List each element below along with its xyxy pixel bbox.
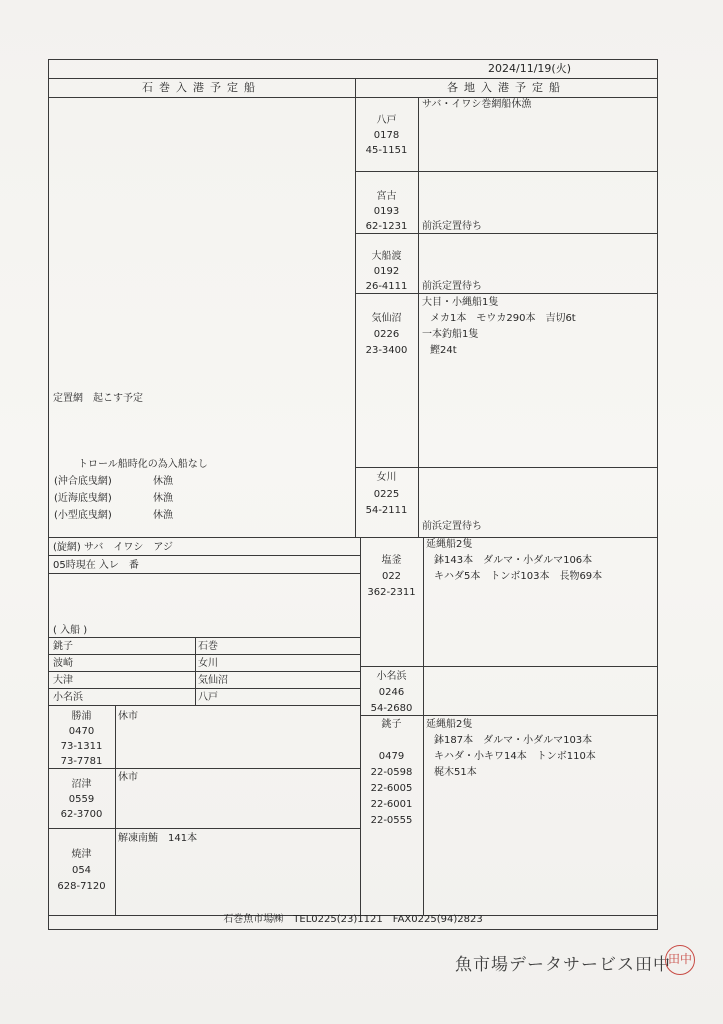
sokobiki-status: 休漁 <box>153 493 173 504</box>
port-info: 前浜定置待ち <box>422 221 482 232</box>
market-tel: 0559 <box>68 794 95 805</box>
time-status-row: 05時現在 入レ 番 <box>53 560 139 571</box>
port-tel: 22-0598 <box>370 767 413 778</box>
sokobiki-label: (沖合底曳網) <box>54 476 112 487</box>
footer-contact: 石巻魚市場㈱ TEL0225(23)1121 FAX0225(94)2823 <box>223 914 483 925</box>
market-tel: 054 <box>71 865 92 876</box>
left-divider-nyusen-4 <box>48 705 360 706</box>
nyusen-port: 波崎 <box>53 658 73 669</box>
market-tel: 73-1311 <box>60 741 103 752</box>
market-info: 解凍南鮪 141本 <box>118 833 198 844</box>
port-tel: 0479 <box>378 751 405 762</box>
header-other-ports: 各地入港予定船 <box>447 81 566 94</box>
nyusen-port: 小名浜 <box>53 692 83 703</box>
left-divider-blank <box>48 573 360 574</box>
port-tel: 22-0555 <box>370 815 413 826</box>
port-divider-1 <box>355 171 658 172</box>
sokobiki-status: 休漁 <box>153 510 173 521</box>
port-tel: 23-3400 <box>365 345 408 356</box>
report-date: 2024/11/19(火) <box>488 62 571 75</box>
port-info: 前浜定置待ち <box>422 521 482 532</box>
others-col-divider <box>115 705 116 915</box>
port-info: 延縄船2隻 <box>426 719 473 730</box>
port-name: 銚子 <box>381 719 402 730</box>
port-tel: 54-2111 <box>365 505 408 516</box>
teichi-note: 定置網 起こす予定 <box>53 393 143 404</box>
header-row-divider <box>48 97 658 98</box>
market-name: 焼津 <box>71 849 92 860</box>
port-tel: 22-6005 <box>370 783 413 794</box>
handwritten-signature: 魚市場データサービス田中 <box>455 955 671 975</box>
nyusen-dest: 石巻 <box>198 641 218 652</box>
port-tel: 0178 <box>373 130 400 141</box>
market-info: 休市 <box>118 711 138 722</box>
table-border-top <box>48 59 658 60</box>
market-name: 沼津 <box>71 779 92 790</box>
port-info: キハダ5本 トンボ103本 長物69本 <box>434 571 603 582</box>
market-info: 休市 <box>118 772 138 783</box>
nyusen-dest: 女川 <box>198 658 218 669</box>
market-tel: 628-7120 <box>57 881 106 892</box>
port-tel: 26-4111 <box>365 281 408 292</box>
port-info: 鰹24t <box>430 345 457 356</box>
market-tel: 62-3700 <box>60 809 103 820</box>
table-border-right <box>657 59 658 929</box>
port-info: 大目・小縄船1隻 <box>422 297 499 308</box>
nyusen-port: 銚子 <box>53 641 73 652</box>
nyusen-col-divider <box>195 637 196 705</box>
market-tel: 0470 <box>68 726 95 737</box>
port-info: 梶木51本 <box>434 767 477 778</box>
port-name: 塩釜 <box>381 555 402 566</box>
nyusen-port: 大津 <box>53 675 73 686</box>
port-tel: 022 <box>381 571 402 582</box>
port-tel: 0225 <box>373 489 400 500</box>
port-info: 鉢143本 ダルマ・小ダルマ106本 <box>434 555 593 566</box>
table-border-bottom <box>48 929 658 930</box>
port-tel: 0192 <box>373 266 400 277</box>
sokobiki-label: (小型底曳網) <box>54 510 112 521</box>
port-name: 気仙沼 <box>371 313 402 324</box>
port-tel: 0246 <box>378 687 405 698</box>
port-name: 女川 <box>376 472 397 483</box>
port-name: 大船渡 <box>371 251 402 262</box>
trawl-note: トロール船時化の為入船なし <box>78 459 208 470</box>
port-info: メカ1本 モウカ290本 吉切6t <box>430 313 576 324</box>
port-info: サバ・イワシ巻網船休漁 <box>422 99 532 110</box>
port-info: 延縄船2隻 <box>426 539 473 550</box>
seal-stamp: 田中 <box>665 945 695 975</box>
port-info: 鉢187本 ダルマ・小ダルマ103本 <box>434 735 593 746</box>
port-tel: 54-2680 <box>370 703 413 714</box>
port-tel: 62-1231 <box>365 221 408 232</box>
left-divider-nyusen-3 <box>48 688 360 689</box>
sokobiki-status: 休漁 <box>153 476 173 487</box>
port-info: 一本釣船1隻 <box>422 329 479 340</box>
left-divider-nyusen-2 <box>48 671 360 672</box>
market-tel: 73-7781 <box>60 756 103 767</box>
port-info: 前浜定置待ち <box>422 281 482 292</box>
port-tel: 362-2311 <box>367 587 416 598</box>
port-name: 八戸 <box>376 115 397 126</box>
port-tel: 0193 <box>373 206 400 217</box>
nyusen-dest: 気仙沼 <box>198 675 228 686</box>
port-tel: 0226 <box>373 329 400 340</box>
port-tel: 45-1151 <box>365 145 408 156</box>
nyusen-dest: 八戸 <box>198 692 218 703</box>
left-divider-nyusen-1 <box>48 654 360 655</box>
port-divider-5 <box>355 537 658 538</box>
makiami-row: (旋網) サバ イワシ アジ <box>53 542 173 553</box>
port-name: 小名浜 <box>376 671 407 682</box>
date-row-divider <box>48 78 658 79</box>
header-ishinomaki: 石巻入港予定船 <box>142 81 261 94</box>
port-tel: 22-6001 <box>370 799 413 810</box>
port-col-divider-upper <box>418 97 419 537</box>
left-divider-makiami <box>48 537 360 538</box>
nyusen-label: ( 入船 ) <box>53 625 88 636</box>
port-col-divider-lower <box>423 537 424 915</box>
market-name: 勝浦 <box>71 711 92 722</box>
left-divider-nyusen-head <box>48 637 360 638</box>
port-info: キハダ・小キワ14本 トンボ110本 <box>434 751 596 762</box>
sokobiki-label: (近海底曳網) <box>54 493 112 504</box>
port-name: 宮古 <box>376 191 397 202</box>
left-divider-numazu <box>48 828 360 829</box>
port-divider-4 <box>355 467 658 468</box>
left-divider-time <box>48 555 360 556</box>
port-divider-6 <box>360 666 658 667</box>
